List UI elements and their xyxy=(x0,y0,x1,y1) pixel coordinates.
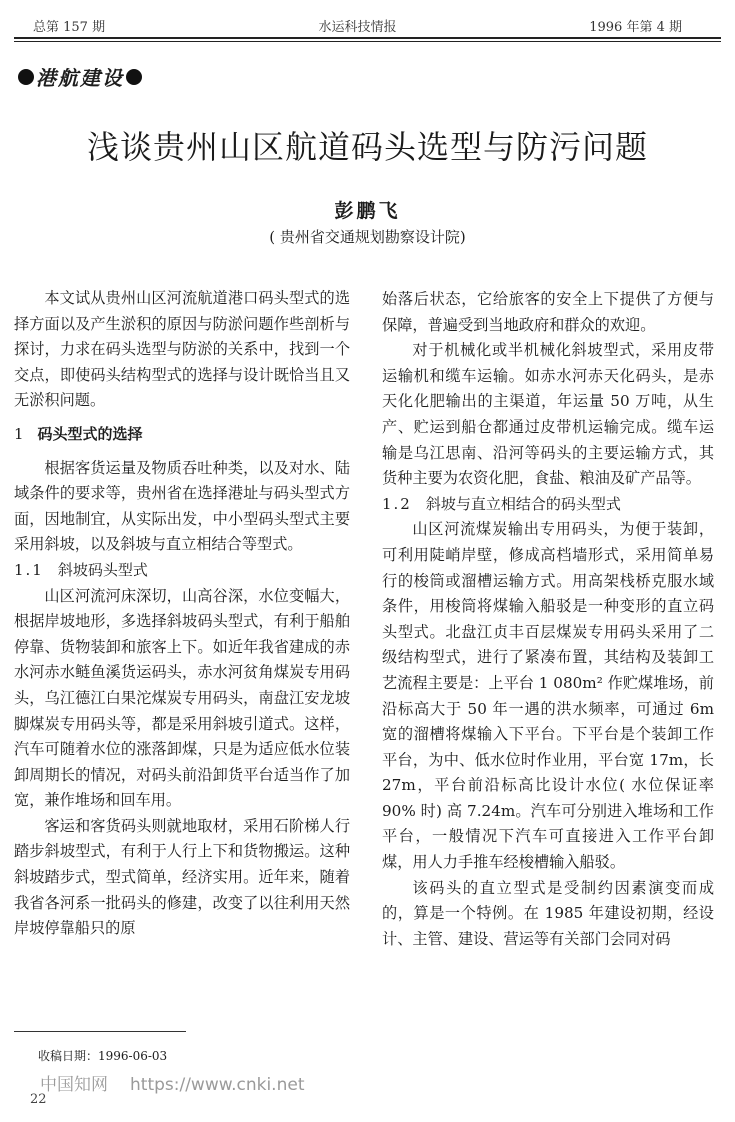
watermark-url: https://www.cnki.net xyxy=(130,1075,305,1095)
left-column xyxy=(14,286,350,942)
body-paragraph: 根据客货运量及物质吞吐种类，以及对水、陆域条件的要求等，贵州省在选择港址与码头型式方面，因地制宜，从实际出发，中小型码头型式主要采用斜坡，以及斜坡与直立相结合等型式。 xyxy=(14,458,350,554)
article-title: 浅谈贵州山区航道码头选型与防污问题 xyxy=(86,128,648,166)
subsection-number: 1.2 xyxy=(382,494,412,513)
page-number: 22 xyxy=(30,1092,47,1107)
author-affiliation: ( 贵州省交通规划勘察设计院) xyxy=(269,228,466,246)
header-rule-thin xyxy=(14,41,721,42)
section-heading xyxy=(14,422,350,448)
subsection-number: 1.1 xyxy=(14,560,44,579)
issue-date: 1996 年第 4 期 xyxy=(589,20,682,35)
bullet-icon xyxy=(126,69,142,85)
body-paragraph: 该码头的直立型式是受制约因素演变而成的，算是一个特例。在 1985 年建设初期，经设计、主管、建设、营运等有关部门会同对码 xyxy=(382,878,714,948)
section-heading-text: 码头型式的选择 xyxy=(37,424,143,443)
section-number: 1 xyxy=(14,424,24,443)
footnote-rule xyxy=(14,1031,186,1032)
body-paragraph: 对于机械化或半机械化斜坡型式，采用皮带运输机和缆车运输。如赤水河赤天化码头，是赤天化化肥输出的主渠道，年运量 50 万吨，从生产、贮运到船仓都通过皮带机运输完成。缆车运输是乌江思南、沿河等码头的主要运输方式，其货种主要为农资化肥，食盐、粮油及矿产品等。 xyxy=(382,341,714,488)
bullet-icon xyxy=(18,69,34,85)
subsection-heading xyxy=(382,492,714,518)
section-tag-label: 港航建设 xyxy=(36,66,124,90)
journal-name: 水运科技情报 xyxy=(318,20,397,35)
header-rule-thick xyxy=(14,37,721,39)
subsection-heading-text: 斜坡码头型式 xyxy=(57,560,148,579)
author-name: 彭鹏飞 xyxy=(334,200,401,222)
section-tag xyxy=(16,62,144,91)
cnki-watermark xyxy=(40,1070,304,1095)
body-paragraph: 客运和客货码头则就地取材，采用石阶梯人行踏步斜坡型式，有利于人行上下和货物搬运。这种斜坡踏步式，型式简单，经济实用。近年来，随着我省各河系一批码头的修建，改变了以往利用天然岸坡停靠船只的原 xyxy=(14,816,350,938)
body-paragraph: 始落后状态，它给旅客的安全上下提供了方便与保障，普遍受到当地政府和群众的欢迎。 xyxy=(382,290,714,334)
running-head xyxy=(33,16,682,38)
body-paragraph: 山区河流煤炭输出专用码头，为便于装卸，可利用陡峭岸壁，修成高档墙形式，采用简单易行的梭筒或溜槽运输方式。用高架栈桥克服水域条件，用梭筒将煤输入船驳是一种变形的直立码头型式。北盘江贞丰百层煤炭专用码头采用了二级结构型式，进行了紧凑布置，其结构及装卸工艺流程主要是：上平台 1 080m² 作贮煤堆场，前沿标高大于 50 年一遇的洪水频率，可通过 6m 宽的溜槽将煤输入下平台。下平台是个装卸工作平台，为中、低水位时作业用，平台宽 17m，长 27m，平台前沿标高比设计水位( 水位保证率 90% 时) 高 7.24m。汽车可分别进入堆场和工作平台，一般情况下汽车可直接进入工作平台卸煤，用人力手推车经梭槽输入船驳。 xyxy=(382,520,714,872)
right-column xyxy=(382,287,714,952)
subsection-heading xyxy=(14,558,350,584)
abstract-paragraph: 本文试从贵州山区河流航道港口码头型式的选择方面以及产生淤积的原因与防淤问题作些剖析与探讨，力求在码头选型与防淤的关系中，找到一个交点，即使码头结构型式的选择与设计既恰当且又无淤积问题。 xyxy=(14,289,350,410)
subsection-heading-text: 斜坡与直立相结合的码头型式 xyxy=(425,494,621,513)
watermark-brand: 中国知网 xyxy=(40,1075,108,1095)
issue-number: 总第 157 期 xyxy=(33,20,106,35)
received-date-footnote: 收稿日期：1996-06-03 xyxy=(38,1049,168,1063)
body-paragraph: 山区河流河床深切，山高谷深，水位变幅大，根据岸坡地形，多选择斜坡码头型式，有利于船舶停靠、货物装卸和旅客上下。如近年我省建成的赤水河赤水鲢鱼溪货运码头，赤水河贫角煤炭专用码头，乌江德江白果沱煤炭专用码头，南盘江安龙坡脚煤炭专用码头等，都是采用斜坡引道式。这样，汽车可随着水位的涨落卸煤，只是为适应低水位装卸周期长的情况，对码头前沿卸货平台适当作了加宽，兼作堆场和回车用。 xyxy=(14,586,350,810)
